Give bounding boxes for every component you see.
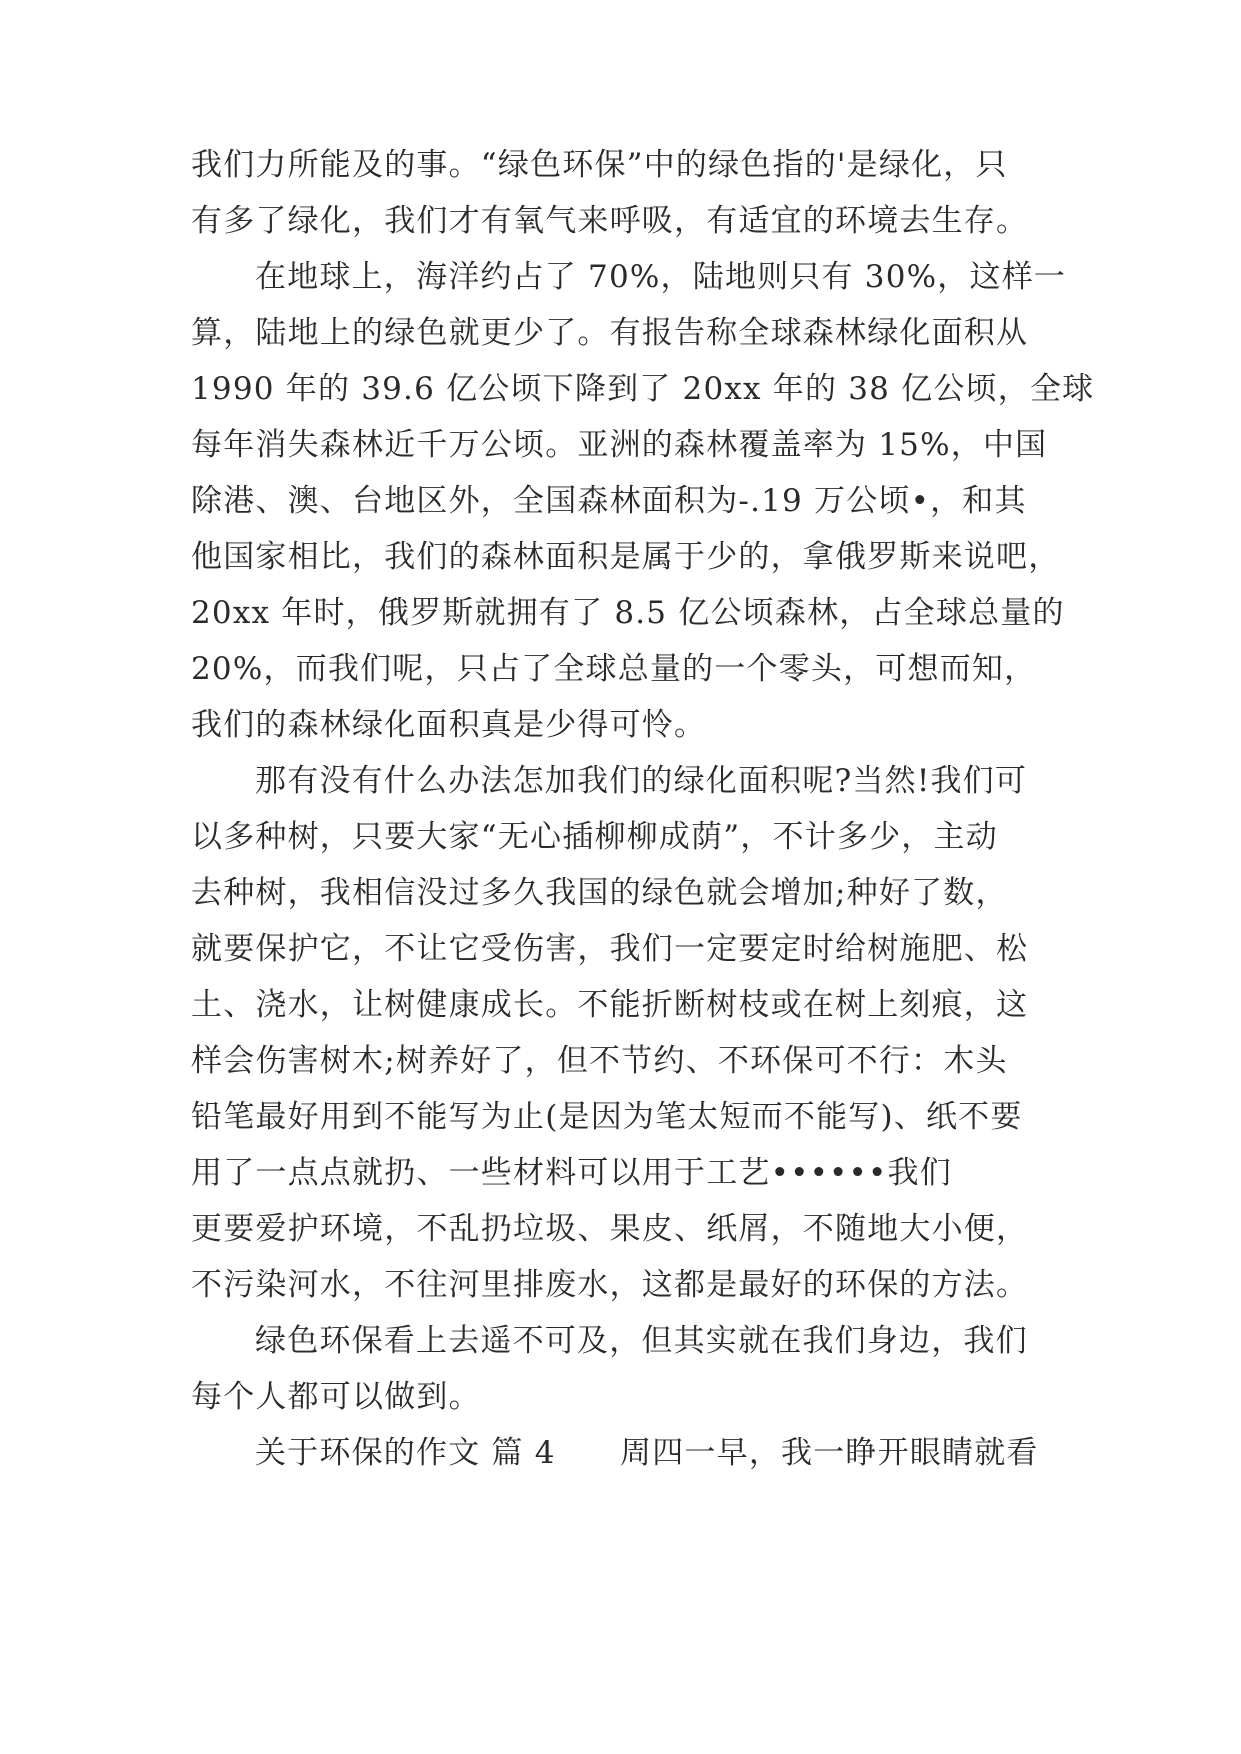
text-line: 样会伤害树木;树养好了，但不节约、不环保可不行：木头	[191, 1043, 1008, 1079]
paragraph-start-line: 在地球上，海洋约占了 70%，陆地则只有 30%，这样一	[255, 259, 1067, 295]
text-line: 有多了绿化，我们才有氧气来呼吸，有适宜的环境去生存。	[191, 203, 1029, 239]
paragraph-start-line: 那有没有什么办法怎加我们的绿化面积呢?当然!我们可	[255, 763, 1028, 799]
text-line: 以多种树，只要大家“无心插柳柳成荫”，不计多少，主动	[191, 819, 998, 855]
text-line: 1990 年的 39.6 亿公顷下降到了 20xx 年的 38 亿公顷，全球	[191, 371, 1095, 407]
section-heading-line: 关于环保的作文 篇 4 周四一早，我一睁开眼睛就看	[255, 1435, 1039, 1471]
text-line: 他国家相比，我们的森林面积是属于少的，拿俄罗斯来说吧，	[191, 539, 1061, 575]
text-line: 我们的森林绿化面积真是少得可怜。	[191, 707, 707, 743]
text-line: 每年消失森林近千万公顷。亚洲的森林覆盖率为 15%，中国	[191, 427, 1048, 463]
text-line: 不污染河水，不往河里排废水，这都是最好的环保的方法。	[191, 1267, 1029, 1303]
text-line: 每个人都可以做到。	[191, 1379, 481, 1415]
text-line: 就要保护它，不让它受伤害，我们一定要定时给树施肥、松	[191, 931, 1029, 967]
text-line: 去种树，我相信没过多久我国的绿色就会增加;种好了数，	[191, 875, 1008, 911]
text-line: 我们力所能及的事。“绿色环保”中的绿色指的'是绿化，只	[191, 147, 1008, 183]
text-line: 铅笔最好用到不能写为止(是因为笔太短而不能写)、纸不要	[191, 1099, 1023, 1135]
text-line: 除港、澳、台地区外，全国森林面积为-.19 万公顷•，和其	[191, 483, 1027, 519]
text-line: 用了一点点就扔、一些材料可以用于工艺••••••我们	[191, 1155, 952, 1191]
paragraph-start-line: 绿色环保看上去遥不可及，但其实就在我们身边，我们	[255, 1323, 1028, 1359]
text-line: 20%，而我们呢，只占了全球总量的一个零头，可想而知，	[191, 651, 1037, 687]
text-line: 土、浇水，让树健康成长。不能折断树枝或在树上刻痕，这	[191, 987, 1029, 1023]
text-line: 更要爱护环境，不乱扔垃圾、果皮、纸屑，不随地大小便，	[191, 1211, 1029, 1247]
text-line: 算，陆地上的绿色就更少了。有报告称全球森林绿化面积从	[191, 315, 1029, 351]
text-line: 20xx 年时，俄罗斯就拥有了 8.5 亿公顷森林，占全球总量的	[191, 595, 1065, 631]
